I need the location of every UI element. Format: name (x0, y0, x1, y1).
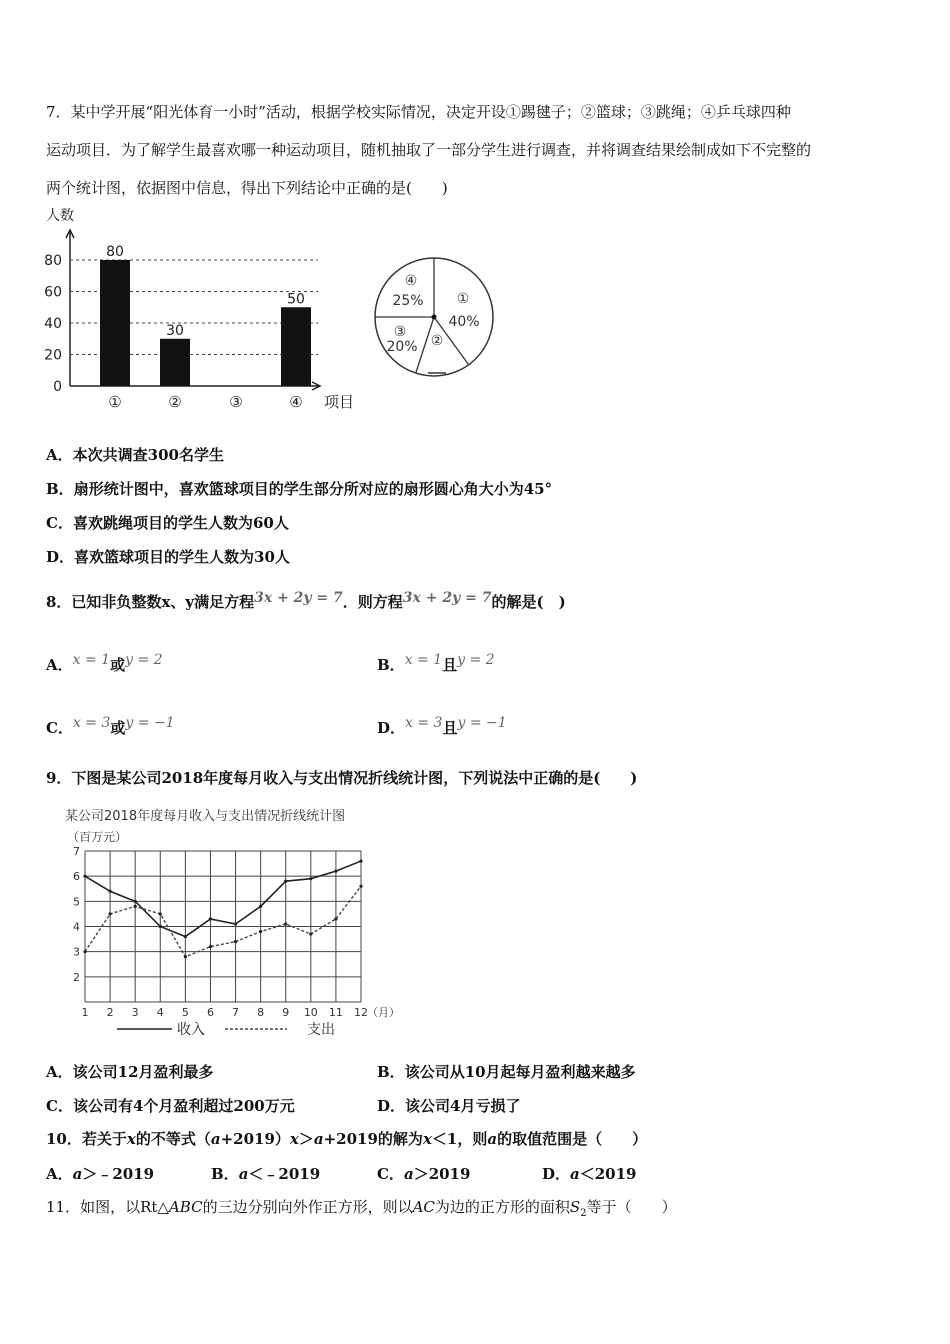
stem-var: AC (412, 1198, 435, 1216)
expense-point (284, 922, 287, 925)
line-y-tick: 3 (73, 945, 80, 959)
option-label: A． (46, 1063, 73, 1081)
q7-stem-line2: 运动项目．为了解学生最喜欢哪一种运动项目，随机抽取了一部分学生进行调查，并将调查结果绘制成如下不完整的 (46, 141, 812, 159)
line-x-tick: 6 (206, 1006, 214, 1019)
q9-option-d[interactable] (377, 1095, 520, 1116)
option-math: y = −1 (457, 715, 507, 731)
option-math: y = 2 (125, 652, 163, 668)
option-text: 喜欢跳绳项目的学生人数为60人 (72, 514, 289, 532)
bar-y-tick: 0 (53, 379, 62, 395)
option-label: A． (46, 1165, 73, 1183)
line-y-tick: 5 (73, 895, 80, 909)
q9-stem: 9．下图是某公司2018年度每月收入与支出情况折线统计图，下列说法中正确的是( ) (46, 769, 638, 787)
expense-point (309, 932, 312, 935)
q7-option-b[interactable] (46, 478, 552, 499)
option-label: A． (46, 446, 73, 464)
option-text: ＜﹣2019 (248, 1165, 321, 1183)
stem-part: 的不等式（ (135, 1130, 211, 1148)
option-text: 该公司12月盈利最多 (72, 1063, 214, 1081)
bar-data-label: 80 (106, 244, 124, 260)
pie-slice-label: ③ (393, 324, 407, 340)
line-chart (55, 800, 415, 1045)
income-point (83, 875, 86, 878)
income-point (309, 877, 312, 880)
stem-part: 11．如图，以Rt△ (46, 1198, 169, 1216)
bar (100, 260, 130, 386)
option-conj: 或 (110, 656, 126, 674)
pie-slice-value: 40% (448, 314, 480, 330)
option-label: C． (377, 1165, 404, 1183)
option-var: a (403, 1165, 414, 1183)
expense-point (209, 945, 212, 948)
line-chart-title: 某公司2018年度每月收入与支出情况折线统计图 (65, 809, 346, 824)
expense-point (134, 905, 137, 908)
option-label: A． (46, 656, 73, 674)
line-x-tick: 8 (257, 1006, 265, 1019)
pie-slice-value: 20% (386, 339, 418, 355)
option-label: C． (46, 514, 73, 532)
income-point (108, 890, 111, 893)
option-text: 喜欢篮球项目的学生人数为30人 (74, 548, 290, 566)
expense-point (259, 930, 262, 933)
bar-y-tick: 60 (44, 284, 62, 301)
pie-chart (370, 255, 500, 380)
option-text: ＞﹣2019 (82, 1165, 155, 1183)
stem-part: 的三边分别向外作正方形，则以 (202, 1198, 413, 1216)
option-conj: 且 (442, 719, 458, 737)
line-x-tick: 1 (81, 1006, 89, 1019)
line-x-label: （月） (367, 1006, 400, 1019)
bar (160, 339, 190, 386)
line-x-tick: 11 (328, 1006, 343, 1019)
income-point (209, 917, 212, 920)
expense-point (108, 912, 111, 915)
bar-x-tick: ③ (229, 393, 243, 411)
q9-option-c[interactable] (46, 1095, 295, 1116)
expense-point (334, 917, 337, 920)
bar-x-tick: ① (108, 393, 122, 411)
q9-option-a[interactable] (46, 1061, 214, 1082)
option-label: B． (377, 656, 405, 674)
q8-equation: 3x + 2y = 7 (254, 590, 343, 606)
bar (281, 307, 311, 386)
stem-var: a (313, 1130, 324, 1148)
option-var: a (72, 1165, 83, 1183)
q7-stem-line1: 7．某中学开展“阳光体育一小时”活动，根据学校实际情况，决定开设①踢毽子；②篮球；③跳绳；④乒乓球四种 (46, 103, 791, 121)
option-text: 本次共调查300名学生 (72, 446, 224, 464)
pie-slice-label: ① (456, 291, 470, 307)
q8-option-a[interactable] (46, 654, 163, 675)
q8-option-c[interactable] (46, 717, 175, 738)
option-label: B． (46, 480, 74, 498)
income-point (234, 922, 237, 925)
option-conj: 且 (442, 656, 458, 674)
option-label: C． (46, 719, 73, 737)
option-math: y = 2 (457, 652, 495, 668)
q8-stem-part: 8．已知非负整数x、y满足方程 (46, 593, 255, 611)
option-math: y = −1 (125, 715, 175, 731)
line-x-tick: 9 (282, 1006, 290, 1019)
q7-option-a[interactable] (46, 444, 224, 465)
line-y-tick: 6 (73, 870, 80, 884)
option-text: 该公司4月亏损了 (405, 1097, 521, 1115)
q10-stem (46, 1129, 647, 1149)
q8-option-b[interactable] (377, 654, 495, 675)
option-text: ＜2019 (579, 1165, 637, 1183)
option-math: x = 1 (404, 652, 443, 668)
bar-y-tick: 40 (44, 316, 62, 332)
option-math: x = 1 (72, 652, 111, 668)
pie-slice-value: 25% (392, 293, 424, 309)
bar-y-tick: 20 (44, 347, 62, 364)
stem-var: a (210, 1130, 221, 1148)
line-x-tick: 5 (181, 1006, 189, 1019)
option-text: 该公司有4个月盈利超过200万元 (72, 1097, 295, 1115)
option-text: 扇形统计图中，喜欢篮球项目的学生部分所对应的扇形圆心角大小为45° (73, 480, 553, 498)
pie-slice-label: ④ (404, 273, 418, 289)
stem-part: 等于（ ） (586, 1198, 677, 1216)
q7-option-d[interactable] (46, 546, 290, 567)
q10-option-b[interactable] (211, 1163, 320, 1184)
expense-point (184, 955, 187, 958)
option-label: B． (377, 1063, 405, 1081)
option-label: D． (542, 1165, 571, 1183)
stem-var: x (289, 1130, 299, 1148)
line-y-tick: 4 (73, 920, 80, 934)
stem-part: 为边的正方形的面积 (434, 1198, 570, 1216)
q10-option-a[interactable] (46, 1163, 154, 1184)
option-math: x = 3 (72, 715, 111, 731)
income-line (85, 861, 361, 937)
option-label: D． (46, 548, 75, 566)
stem-var: x (422, 1130, 432, 1148)
q8-stem-part: 的解是( ) (491, 593, 566, 611)
option-text: ＞2019 (413, 1165, 471, 1183)
q10-option-c[interactable] (377, 1163, 470, 1184)
bar-x-label: 项目 (324, 393, 355, 411)
line-y-tick: 2 (73, 970, 80, 984)
line-x-tick: 10 (303, 1006, 318, 1019)
stem-var: x (126, 1130, 136, 1148)
q10-option-d[interactable] (542, 1163, 637, 1184)
income-point (334, 870, 337, 873)
income-point (134, 900, 137, 903)
expense-point (359, 885, 362, 888)
option-text: 该公司从10月起每月盈利越来越多 (404, 1063, 636, 1081)
option-conj: 或 (110, 719, 126, 737)
bar-chart (40, 200, 370, 420)
q8-option-d[interactable] (377, 717, 507, 738)
bar-data-label: 50 (287, 291, 305, 308)
q11-stem (46, 1197, 677, 1224)
income-point (159, 925, 162, 928)
q8-stem-part: ．则方程 (342, 593, 403, 611)
line-x-tick: 12 (354, 1006, 368, 1019)
option-label: D． (377, 719, 406, 737)
stem-subscript: 2 (580, 1208, 587, 1219)
line-x-tick: 4 (156, 1006, 164, 1019)
stem-part: 10．若关于 (46, 1130, 127, 1148)
line-x-tick: 7 (232, 1006, 240, 1019)
q7-option-c[interactable] (46, 512, 289, 533)
stem-var: S (569, 1198, 581, 1216)
stem-part: ＜1，则 (431, 1130, 488, 1148)
stem-var: a (487, 1130, 498, 1148)
option-label: C． (46, 1097, 73, 1115)
bar-chart-ylabel: 人数 (46, 208, 74, 224)
pie-center (432, 315, 437, 320)
expense-point (83, 950, 86, 953)
line-y-tick: 7 (73, 845, 80, 858)
expense-point (234, 940, 237, 943)
income-point (284, 880, 287, 883)
bar-data-label: 30 (166, 322, 184, 339)
income-point (259, 905, 262, 908)
line-x-tick: 3 (131, 1006, 139, 1019)
pie-slice-label: ② (430, 333, 444, 349)
income-point (184, 935, 187, 938)
option-var: a (570, 1165, 580, 1183)
line-chart-ylabel: （百万元） (67, 830, 128, 844)
bar-x-tick: ② (168, 393, 182, 411)
option-label: B． (211, 1165, 239, 1183)
stem-part: +2019） (220, 1130, 290, 1148)
line-x-tick: 2 (106, 1006, 114, 1019)
q8-equation: 3x + 2y = 7 (402, 590, 492, 606)
bar-y-tick: 80 (44, 253, 62, 269)
option-math: x = 3 (405, 715, 443, 731)
q7-stem-line3: 两个统计图，依据图中信息，得出下列结论中正确的是( ) (46, 179, 448, 197)
stem-var: ABC (168, 1198, 203, 1216)
bar-x-tick: ④ (289, 393, 303, 411)
q9-option-b[interactable] (377, 1061, 636, 1082)
q8-stem (46, 592, 566, 613)
stem-part: +2019的解为 (323, 1130, 423, 1148)
option-var: a (238, 1165, 249, 1183)
legend-expense-label: 支出 (307, 1022, 335, 1038)
option-label: D． (377, 1097, 406, 1115)
stem-part: 的取值范围是（ ） (497, 1130, 648, 1148)
expense-point (159, 912, 162, 915)
legend-income-label: 收入 (177, 1022, 205, 1038)
income-point (359, 859, 362, 862)
stem-part: ＞ (298, 1130, 314, 1148)
